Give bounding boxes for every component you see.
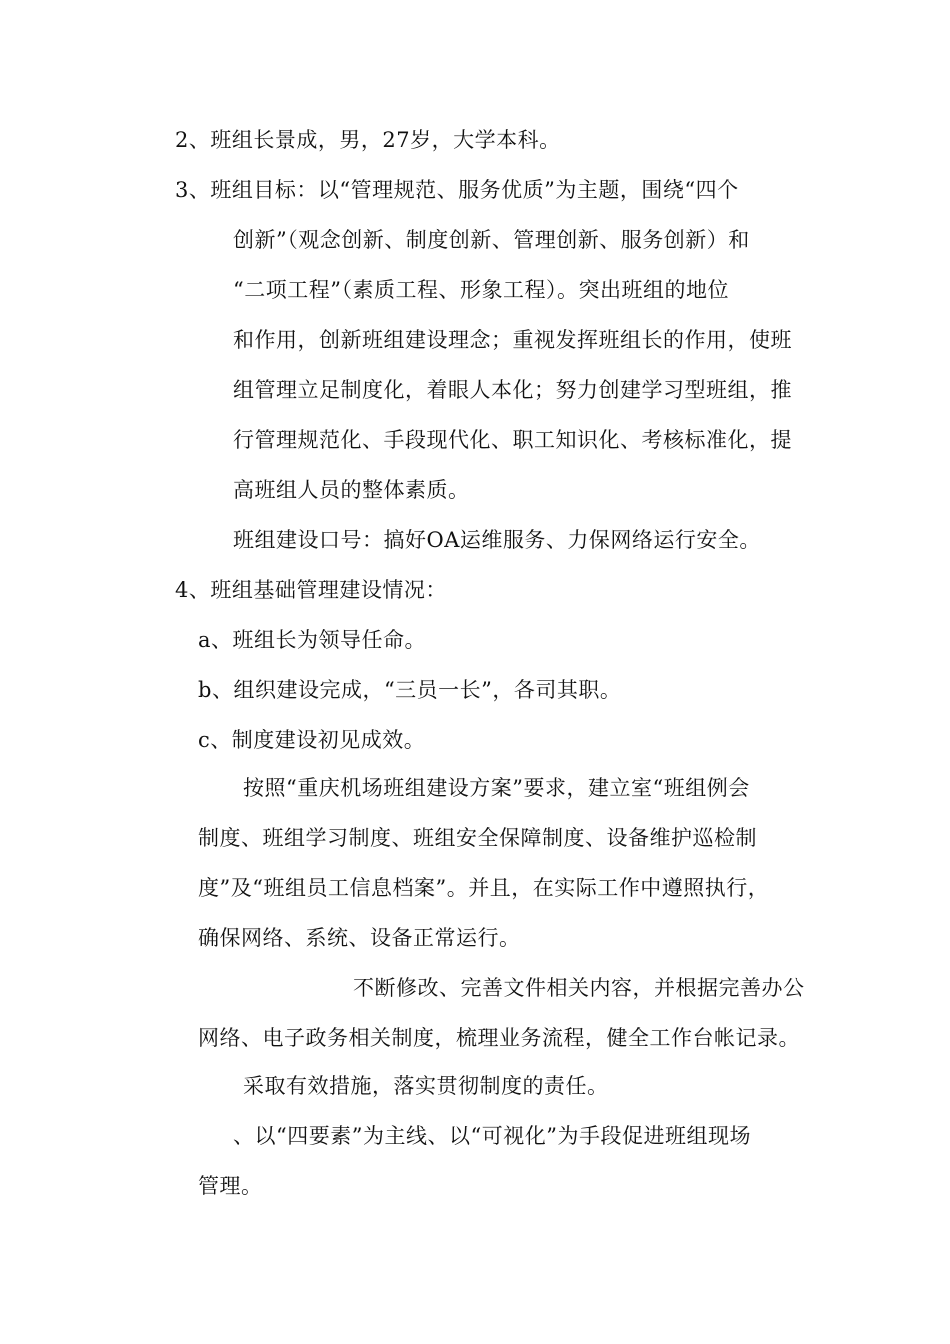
text-line-site-management: 管理。 [198,1174,263,1198]
text-line-innovation: 创新”（观念创新、制度创新、管理创新、服务创新）和 [233,228,750,252]
text-line-measures: 采取有效措施，落实贯彻制度的责任。 [243,1074,609,1098]
text-line-slogan: 班组建设口号：搞好OA运维服务、力保网络运行安全。 [233,528,761,552]
text-line-plan: 按照“重庆机场班组建设方案”要求，建立室“班组例会 [243,776,750,800]
text-line-standardization: 行管理规范化、手段现代化、职工知识化、考核标准化，提 [233,428,792,452]
text-line-management: 组管理立足制度化，着眼人本化；努力创建学习型班组，推 [233,378,792,402]
text-line-revise: 不断修改、完善文件相关内容，并根据完善办公 [353,976,805,1000]
text-line-systems: 制度、班组学习制度、班组安全保障制度、设备维护巡检制 [198,826,757,850]
text-line-four-elements: 、以“四要素”为主线、以“可视化”为手段促进班组现场 [233,1124,751,1148]
text-line-archives: 度”及“班组员工信息档案”。并且，在实际工作中遵照执行， [198,876,770,900]
text-line-role: 和作用，创新班组建设理念；重视发挥班组长的作用，使班 [233,328,792,352]
text-line-quality: 高班组人员的整体素质。 [233,478,470,502]
text-line-two-projects: “二项工程”（素质工程、形象工程）。突出班组的地位 [233,278,729,302]
text-line-operation: 确保网络、系统、设备正常运行。 [198,926,521,950]
text-line-item-c: c、制度建设初见成效。 [198,728,426,752]
text-line-item-b: b、组织建设完成，“三员一长”，各司其职。 [198,678,622,702]
text-line-basic-management: 4、班组基础管理建设情况： [175,578,447,602]
text-line-team-leader: 2、班组长景成，男，27岁，大学本科。 [175,128,561,152]
text-line-network: 网络、电子政务相关制度，梳理业务流程，健全工作台帐记录。 [198,1026,800,1050]
text-line-team-goal: 3、班组目标：以“管理规范、服务优质”为主题，围绕“四个 [175,178,739,202]
text-line-item-a: a、班组长为领导任命。 [198,628,427,652]
